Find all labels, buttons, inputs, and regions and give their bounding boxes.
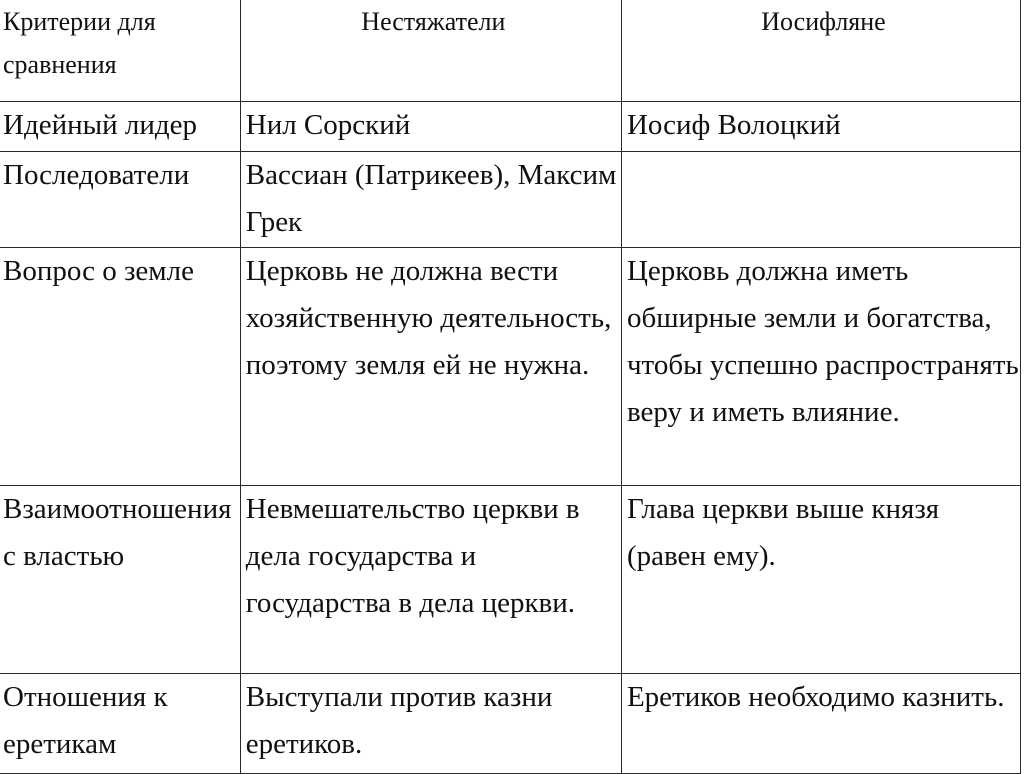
row-label: Взаимоотношения с властью (0, 486, 240, 674)
table-cell: Церковь не должна вести хозяйственную деятельность, поэтому земля ей не нужна. (240, 248, 621, 486)
row-label: Отношения к еретикам (0, 674, 240, 774)
header-criteria: Критерии для сравнения (0, 0, 240, 102)
header-nestyazhateli: Нестяжатели (240, 0, 621, 102)
table-cell (621, 152, 1020, 248)
table-cell: Церковь должна иметь обширные земли и богатства, чтобы успешно распространять веру и иметь влияние. (621, 248, 1020, 486)
table-cell: Глава церкви выше князя (равен ему). (621, 486, 1020, 674)
table-cell: Невмешательство церкви в дела государства и государства в дела церкви. (240, 486, 621, 674)
table-row (0, 102, 1021, 152)
row-label: Идейный лидер (0, 102, 240, 152)
table-row (0, 152, 1021, 248)
table-row (0, 486, 1021, 674)
header-iosiflyane: Иосифляне (621, 0, 1020, 102)
table-cell: Вассиан (Патрикеев), Максим Грек (240, 152, 621, 248)
table-header-row (0, 0, 1021, 102)
table-cell: Выступали против казни еретиков. (240, 674, 621, 774)
table-cell: Нил Сорский (240, 102, 621, 152)
table-cell: Еретиков необходимо казнить. (621, 674, 1020, 774)
row-label: Вопрос о земле (0, 248, 240, 486)
table-row (0, 674, 1021, 774)
table-cell: Иосиф Волоцкий (621, 102, 1020, 152)
table-row (0, 248, 1021, 486)
row-label: Последователи (0, 152, 240, 248)
